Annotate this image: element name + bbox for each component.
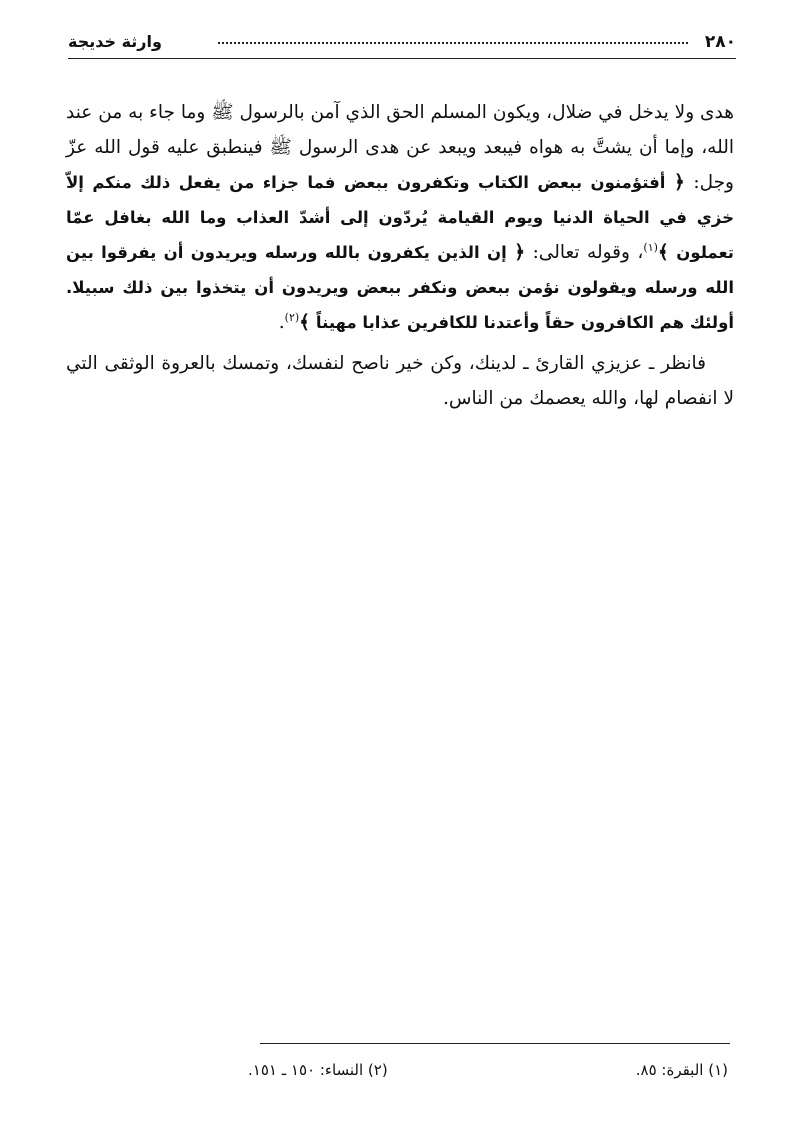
main-text — [66, 95, 734, 416]
paragraph-1-tail: . — [278, 312, 285, 333]
footnote-divider — [260, 1043, 730, 1044]
paragraph-1 — [66, 95, 734, 340]
paragraph-1-lead: هدى ولا يدخل في ضلال، ويكون المسلم الحق الذي آمن بالرسول ﷺ وما جاء به من عند الله، وإما أن يشتَّ به هواه فيبعد ويبعد عن هدى الرسول ﷺ فينطبق عليه قول الله عزّ وجل: — [66, 102, 734, 193]
footnotes — [248, 1058, 728, 1088]
header-dotted-leader — [218, 42, 688, 44]
paragraph-1-middle: ، وقوله تعالى: — [525, 242, 644, 263]
page-number: ٢٨٠ — [704, 32, 736, 52]
running-title: وارثة خديجة — [68, 32, 162, 51]
footnote-ref-2: (٢) — [284, 310, 300, 324]
quran-bracket-close: ﴾ — [657, 242, 669, 263]
quran-bracket-open: ﴿ — [514, 242, 526, 263]
footnote-ref-1: (١) — [643, 240, 658, 254]
quran-bracket-open: ﴿ — [673, 172, 685, 193]
quran-bracket-close: ﴾ — [299, 312, 310, 333]
footnote-1: (١) البقرة: ٨٥. — [635, 1061, 728, 1079]
quran-verse-1: أفتؤمنون ببعض الكتاب وتكفرون ببعض فما جزاء من يفعل ذلك منكم إلاّ خزي في الحياة الدنيا ويوم القيامة يُردّون إلى أشدّ العذاب وما الله بغافل عمّا تعملون — [66, 173, 734, 262]
quran-verse-2: إن الذين يكفرون بالله ورسله ويريدون أن يفرقوا بين الله ورسله ويقولون نؤمن ببعض ونكفر ببعض ويريدون أن يتخذوا بين ذلك سبيلا. أولئك هم الكافرون حقاً وأعتدنا للكافرين عذابا مهيناً — [66, 243, 734, 332]
paragraph-2: فانظر ـ عزيزي القارئ ـ لدينك، وكن خير ناصح لنفسك، وتمسك بالعروة الوثقى التي لا انفصام لها، والله يعصمك من الناس. — [66, 353, 734, 409]
footnote-2: (٢) النساء: ١٥٠ ـ ١٥١. — [248, 1061, 388, 1079]
page-header — [68, 30, 736, 59]
